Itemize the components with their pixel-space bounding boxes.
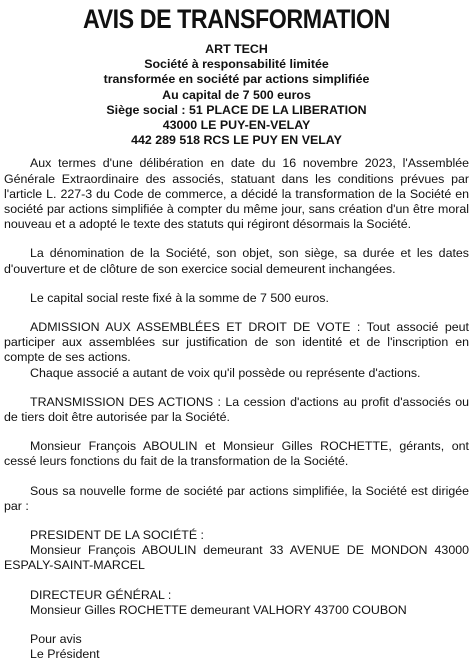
company-city: 43000 LE PUY-EN-VELAY [162,118,311,133]
paragraph-admission [4,320,469,381]
company-header [4,42,469,148]
paragraph-managers: Monsieur François ABOULIN et Monsieur Gilles ROCHETTE, gérants, ont cessé leurs fonctions du fait de la transformation de la Société. [4,439,469,469]
company-seat: Siège social : 51 PLACE DE LA LIBERATION [106,102,367,117]
notice-body [4,156,469,662]
director-label: DIRECTEUR GÉNÉRAL : [30,587,172,602]
director-block [4,588,469,618]
company-name: ART TECH [205,42,268,56]
president-value: Monsieur François ABOULIN demeurant 33 AVENUE DE MONDON 43000 ESPALY-SAINT-MARCEL [4,543,469,573]
president-label: PRESIDENT DE LA SOCIÉTÉ : [30,528,204,543]
company-legal-form: Société à responsabilité limitée [144,57,329,72]
notice-title: AVIS DE TRANSFORMATION [82,4,391,34]
paragraph-deliberation: Aux termes d'une délibération en date du 16 novembre 2023, l'Assemblée Générale Extraordinaire des associés, statuant dans les conditions prévues par l'article L. 227-3 du Code de commerce, a décidé la transformation de la Société en société par actions simplifiée à compter du même jour, sans création d'un être moral nouveau et a adopté le texte des statuts qui régiront désormais la Société. [4,156,469,232]
signoff-for-notice: Pour avis [30,632,82,647]
company-transformation-line: transformée en société par actions simplifiée [103,72,370,87]
director-value: Monsieur Gilles ROCHETTE demeurant VALHORY 43700 COUBON [30,602,407,617]
admission-text: ADMISSION AUX ASSEMBLÉES ET DROIT DE VOTE : Tout associé peut participer aux assemblées sur justification de son identité et de l'inscription en compte de ses actions. [4,320,469,365]
admission-votes: Chaque associé a autant de voix qu'il possède ou représente d'actions. [30,365,421,380]
president-block [4,528,469,574]
paragraph-unchanged: La dénomination de la Société, son objet, son siège, sa durée et les dates d'ouverture et de clôture de son exercice social demeurent inchangées. [4,246,469,276]
company-rcs: 442 289 518 RCS LE PUY EN VELAY [131,133,342,148]
paragraph-transmission: TRANSMISSION DES ACTIONS : La cession d'actions au profit d'associés ou de tiers doit être autorisée par la Société. [4,394,469,425]
paragraph-direction: Sous sa nouvelle forme de société par actions simplifiée, la Société est dirigée par : [4,483,469,513]
paragraph-capital: Le capital social reste fixé à la somme de 7 500 euros. [30,290,329,305]
company-capital: Au capital de 7 500 euros [162,87,311,102]
signoff-president: Le Président [30,647,100,662]
signoff-block [4,632,469,662]
